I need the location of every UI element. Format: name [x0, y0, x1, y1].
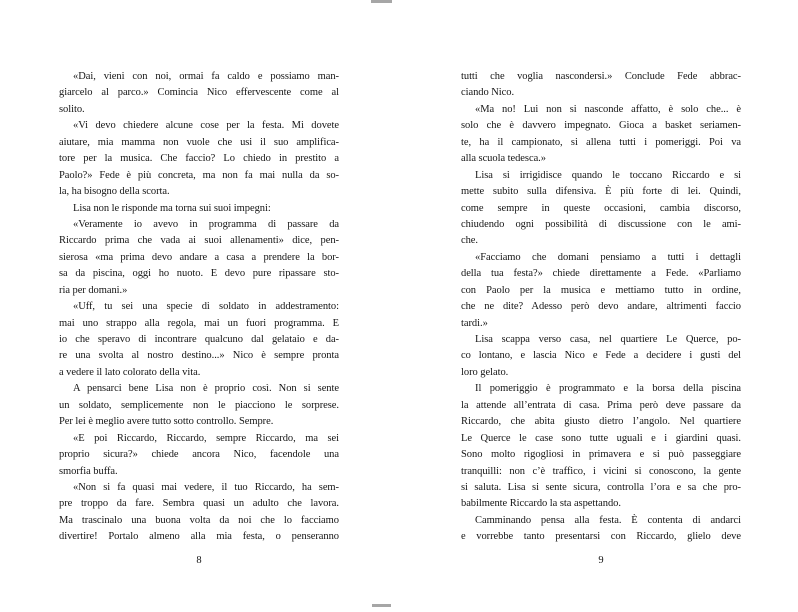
text-line: «Vi devo chiedere alcune cose per la festa. Mi dovete: [73, 120, 339, 132]
text-line: a vedere il lato colorato della vita.: [59, 366, 201, 378]
text-line: Camminando pensa alla festa. È contenta di andarci: [475, 514, 741, 526]
text-line: Per lei è meglio avere tutto sotto controllo. Sempre.: [59, 416, 274, 428]
text-line: che.: [461, 235, 478, 247]
text-line: Lisa non le risponde ma torna sui suoi impegni:: [73, 202, 271, 214]
page-left-text: [59, 69, 339, 546]
text-line: un soldato, semplicemente non le piacciono le sorprese.: [59, 399, 339, 411]
text-line: io che speravo di incontrare qualcuno dal gelataio e da-: [59, 334, 339, 345]
text-line: re una svolta al nostro destino...» Nico è sempre pronta: [59, 350, 339, 362]
text-line: «Uff, tu sei una specie di soldato in addestramento:: [73, 301, 339, 313]
text-line: babilmente Riccardo la sta aspettando.: [461, 498, 621, 510]
text-line: co lontano, e lascia Nico e Fede a decidere i gusti del: [461, 350, 741, 362]
text-line: alla scuola tedesca.»: [461, 153, 546, 165]
text-line: smorfia buffa.: [59, 465, 118, 477]
text-line: te, ha il campionato, si allena tutti i pomeriggi. Poi va: [461, 136, 741, 148]
text-line: Lisa scappa verso casa, nel quartiere Le Querce, po-: [475, 334, 741, 345]
text-line: Paolo?» Fede è più concreta, ma non fa mai nulla da so-: [59, 169, 339, 181]
text-line: e vorrebbe tanto presentarsi con Riccardo, glielo deve: [461, 531, 741, 543]
page-left-number: 8: [196, 555, 202, 566]
text-line: solito.: [59, 103, 85, 115]
bottom-drag-handle[interactable]: [372, 604, 391, 607]
text-line: tardi.»: [461, 317, 488, 329]
text-line: «Ma no! Lui non si nasconde affatto, è solo che... è: [475, 103, 741, 115]
text-line: «Facciamo che domani pensiamo a tutti i dettagli: [475, 251, 741, 263]
text-line: come sempre in queste occasioni, cambia discorso,: [461, 202, 741, 214]
text-line: «Veramente io avevo in programma di passare da: [73, 218, 339, 230]
text-line: mai uno strappo alla regola, mai un fuori programma. E: [59, 317, 339, 329]
text-line: mette subito sulla difensiva. È più forte di lei. Quindi,: [461, 186, 741, 198]
text-line: la attende all’entrata di casa. Prima però deve passare da: [461, 399, 741, 411]
text-line: loro gelato.: [461, 366, 509, 378]
text-line: tutti che voglia nascondersi.» Conclude Fede abbrac-: [461, 71, 741, 82]
text-line: sierosa «ma prima devo andare a casa a prendere la bor-: [59, 251, 339, 263]
text-line: Ma trascinalo una buona volta da noi che lo facciamo: [59, 514, 339, 526]
text-line: chiudendo ogni possibilità di discussione con le ami-: [461, 218, 741, 230]
page-right-number: 9: [598, 555, 604, 566]
text-line: «E poi Riccardo, Riccardo, sempre Riccardo, ma sei: [73, 432, 339, 444]
text-line: giarcelo al parco.» Comincia Nico effervescente come al: [59, 87, 339, 99]
text-line: si saluta. Lisa si sente sicura, controlla l’ora e sa che pro-: [461, 481, 741, 493]
text-line: Lisa si irrigidisce quando le toccano Riccardo e si: [475, 169, 741, 181]
text-line: proprio sicura?» chiede ancora Nico, facendole una: [59, 449, 339, 461]
text-line: ciando Nico.: [461, 87, 515, 99]
text-line: tore per la musica. Che faccio? Lo chiedo in prestito a: [59, 153, 339, 165]
page-right-text: [461, 69, 741, 546]
page-right: [461, 0, 741, 612]
text-line: Riccardo, che abita giusto dietro l’angolo. Nel quartiere: [461, 416, 741, 428]
text-line: con Paolo per la musica e mettiamo tutto in ordine,: [461, 284, 741, 296]
text-line: tranquilli: non c’è traffico, i vicini si conoscono, la gente: [461, 465, 741, 477]
text-line: Sono molto rigogliosi in primavera e si può passeggiare: [461, 449, 741, 461]
text-line: Il pomeriggio è programmato e la borsa della piscina: [475, 383, 741, 395]
text-line: solo che è davvero impegnato. Gioca a basket seriamen-: [461, 120, 741, 132]
text-line: pre troppo da fare. Sembra quasi un adulto che lavora.: [59, 498, 339, 510]
text-line: divertire! Portalo almeno alla mia festa, o penseranno: [59, 531, 339, 543]
text-line: Riccardo prima che vada ai suoi allenamenti» dice, pen-: [59, 235, 339, 247]
page-left: [59, 0, 339, 612]
text-line: «Dai, vieni con noi, ormai fa caldo e possiamo man-: [73, 71, 339, 82]
text-line: Le Querce le case sono tutte uguali e i giardini quasi.: [461, 432, 741, 444]
text-line: della tua festa?» chiede direttamente a Fede. «Parliamo: [461, 268, 741, 280]
text-line: aiutare, mia mamma non vuole che usi il suo amplifica-: [59, 136, 339, 148]
text-line: la, ha bisogno della scorta.: [59, 186, 170, 198]
text-line: che ne dite? Adesso però devo andare, altrimenti faccio: [461, 301, 741, 313]
top-drag-handle[interactable]: [371, 0, 392, 3]
text-line: sa da piscina, oggi ho nuoto. E devo pure ripassare sto-: [59, 268, 339, 280]
text-line: ria per domani.»: [59, 284, 128, 296]
text-line: «Non si fa quasi mai vedere, il tuo Riccardo, ha sem-: [73, 481, 339, 493]
text-line: A pensarci bene Lisa non è proprio così. Non si sente: [73, 383, 339, 395]
